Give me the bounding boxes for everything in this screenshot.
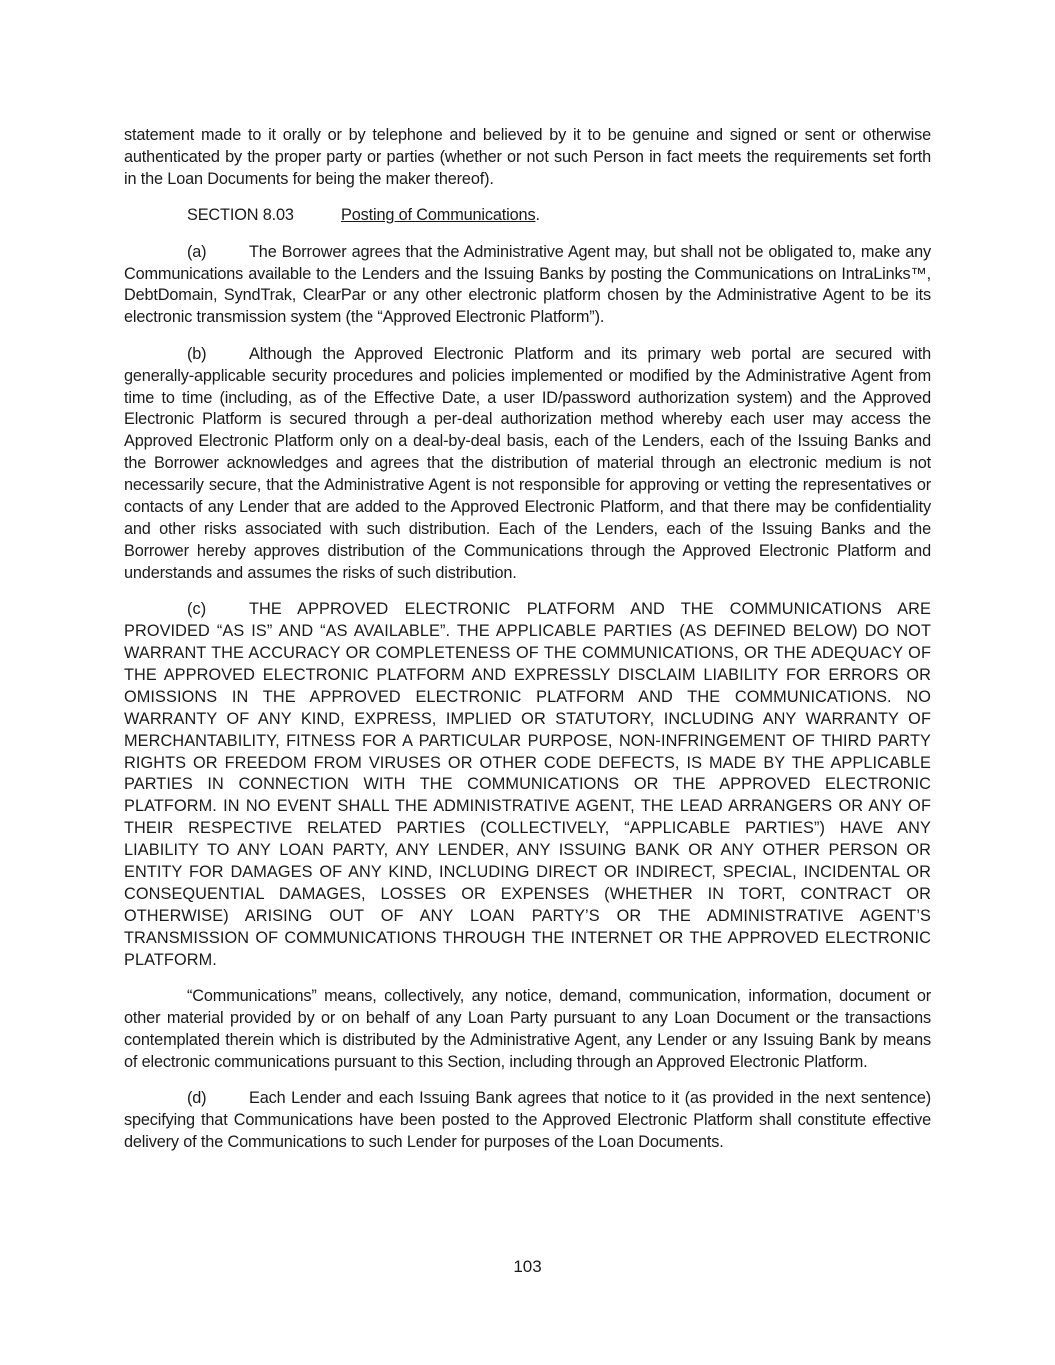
- section-heading: [124, 205, 931, 227]
- paragraph-b-text: Although the Approved Electronic Platform and its primary web portal are secured with generally-applicable security procedures and policies implemented or modified by the Administrative Agent from time to time (including, as of the Effective Date, a user ID/password authorization system) and the Approved Electronic Platform is secured through a per-deal authorization method whereby each user may access the Approved Electronic Platform only on a deal-by-deal basis, each of the Lenders, each of the Issuing Banks and the Borrower acknowledges and agrees that the distribution of material through an electronic medium is not necessarily secure, that the Administrative Agent is not responsible for approving or vetting the representatives or contacts of any Lender that are added to the Approved Electronic Platform, and that there may be confidentiality and other risks associated with such distribution. Each of the Lenders, each of the Issuing Banks and the Borrower hereby approves distribution of the Communications through the Approved Electronic Platform and understands and assumes the risks of such distribution.: [124, 344, 931, 582]
- continuation-paragraph: statement made to it orally or by telephone and believed by it to be genuine and signed or sent or otherwise authenticated by the proper party or parties (whether or not such Person in fact meets the requirements set forth in the Loan Documents for being the maker thereof).: [124, 126, 931, 188]
- paragraph-c: [124, 599, 931, 971]
- paragraph-b: [124, 344, 931, 585]
- document-body: [124, 125, 931, 1154]
- paragraph-a-text: The Borrower agrees that the Administrative Agent may, but shall not be obligated to, make any Communications available to the Lenders and the Issuing Banks by posting the Communications on IntraLinks™, DebtDomain, SyndTrak, ClearPar or any other electronic platform chosen by the Administrative Agent to be its electronic transmission system (the “Approved Electronic Platform”).: [124, 242, 931, 327]
- paragraph-a-label: (a): [187, 242, 207, 261]
- section-title-punctuation: .: [535, 206, 540, 225]
- page-number: 103: [513, 1257, 542, 1276]
- paragraph-d-label: (d): [187, 1089, 207, 1108]
- paragraph-c-label: (c): [187, 600, 207, 619]
- paragraph-a: [124, 242, 931, 330]
- paragraph-c-text: THE APPROVED ELECTRONIC PLATFORM AND THE COMMUNICATIONS ARE PROVIDED “AS IS” AND “AS AVAILABLE”. THE APPLICABLE PARTIES (AS DEFINED BELOW) DO NOT WARRANT THE ACCURACY OR COMPLETENESS OF THE COMMUNICATIONS, OR THE ADEQUACY OF THE APPROVED ELECTRONIC PLATFORM AND EXPRESSLY DISCLAIM LIABILITY FOR ERRORS OR OMISSIONS IN THE APPROVED ELECTRONIC PLATFORM AND THE COMMUNICATIONS. NO WARRANTY OF ANY KIND, EXPRESS, IMPLIED OR STATUTORY, INCLUDING ANY WARRANTY OF MERCHANTABILITY, FITNESS FOR A PARTICULAR PURPOSE, NON-INFRINGEMENT OF THIRD PARTY RIGHTS OR FREEDOM FROM VIRUSES OR OTHER CODE DEFECTS, IS MADE BY THE APPLICABLE PARTIES IN CONNECTION WITH THE COMMUNICATIONS OR THE APPROVED ELECTRONIC PLATFORM. IN NO EVENT SHALL THE ADMINISTRATIVE AGENT, THE LEAD ARRANGERS OR ANY OF THEIR RESPECTIVE RELATED PARTIES (COLLECTIVELY, “APPLICABLE PARTIES”) HAVE ANY LIABILITY TO ANY LOAN PARTY, ANY LENDER, ANY ISSUING BANK OR ANY OTHER PERSON OR ENTITY FOR DAMAGES OF ANY KIND, INCLUDING DIRECT OR INDIRECT, SPECIAL, INCIDENTAL OR CONSEQUENTIAL DAMAGES, LOSSES OR EXPENSES (WHETHER IN TORT, CONTRACT OR OTHERWISE) ARISING OUT OF ANY LOAN PARTY’S OR THE ADMINISTRATIVE AGENT’S TRANSMISSION OF COMMUNICATIONS THROUGH THE INTERNET OR THE APPROVED ELECTRONIC PLATFORM.: [124, 600, 931, 969]
- section-title: Posting of Communications: [341, 206, 536, 225]
- paragraph-d-text: Each Lender and each Issuing Bank agrees that notice to it (as provided in the next sentence) specifying that Communications have been posted to the Approved Electronic Platform shall constitute effective delivery of the Communications to such Lender for purposes of the Loan Documents.: [124, 1089, 931, 1152]
- paragraph-b-label: (b): [187, 344, 207, 363]
- paragraph-d: [124, 1088, 931, 1154]
- definition-paragraph: “Communications” means, collectively, any notice, demand, communication, information, document or other material provided by or on behalf of any Loan Party pursuant to any Loan Document or the transactions contemplated therein which is distributed by the Administrative Agent, any Lender or any Issuing Bank by means of electronic communications pursuant to this Section, including through an Approved Electronic Platform.: [124, 987, 931, 1071]
- section-number: SECTION 8.03: [187, 206, 294, 225]
